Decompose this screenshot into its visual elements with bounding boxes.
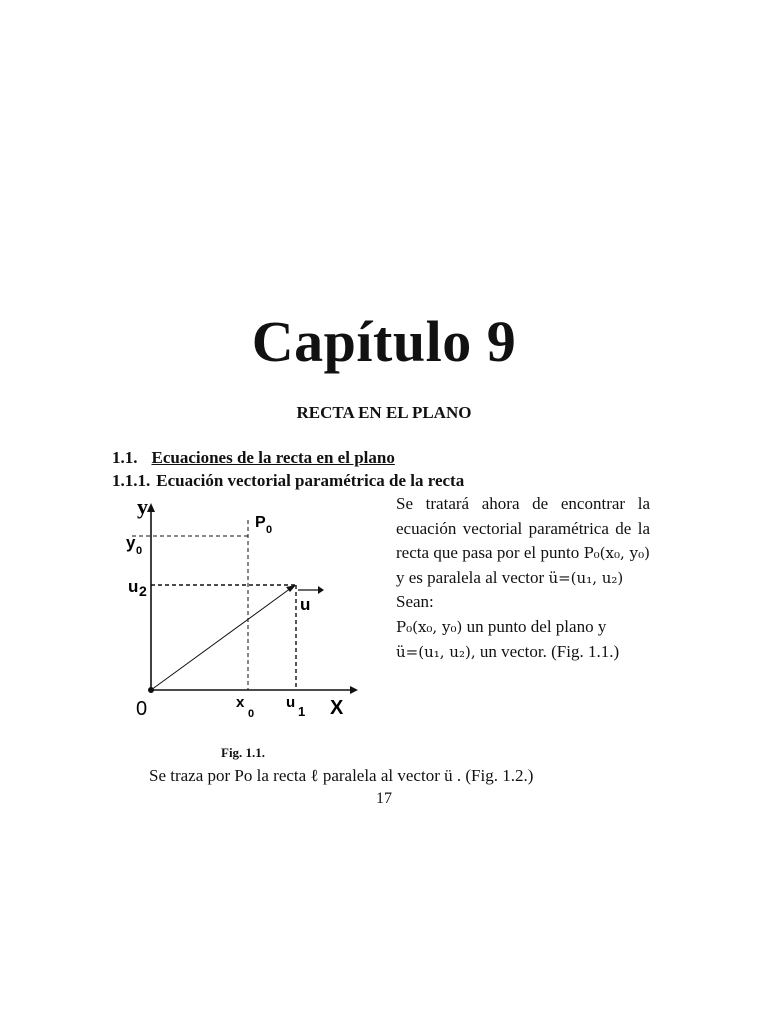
u-label-arrowhead	[318, 586, 324, 594]
u2-label-sub: 2	[139, 583, 147, 599]
u-vector-label: u	[300, 595, 311, 614]
vector-u: ü=(u₁, u₂)	[548, 568, 624, 587]
page-number: 17	[376, 790, 392, 807]
section-heading: RECTA EN EL PLANO	[296, 403, 472, 422]
u1-label-sub: 1	[298, 704, 306, 719]
subsection-number: 1.1.	[112, 448, 138, 467]
figure-caption: Fig. 1.1.	[221, 745, 266, 760]
u2-label: u	[128, 577, 139, 596]
x-axis-label: X	[330, 697, 344, 719]
subsection-heading-1-1	[112, 448, 395, 468]
y-axis-label: y	[137, 494, 148, 519]
subsubsection-title: Ecuación vectorial paramétrica de la recta	[156, 471, 465, 490]
origin-point	[148, 687, 154, 693]
intro-text	[396, 492, 650, 590]
item-1-text: un punto del plano y	[466, 616, 607, 636]
chapter-title: Capítulo 9	[251, 309, 517, 374]
y-axis-arrowhead	[147, 503, 155, 512]
item-1	[396, 615, 650, 640]
y0-label: y	[126, 533, 136, 552]
figure-1-1	[120, 494, 360, 724]
intro-line-1: Se tratará ahora de encontrar la ecuación vectorial paramétrica de la recta que pasa por el punto	[396, 494, 650, 563]
trace-sentence: Se traza por Po la recta ℓ paralela al vector ü . (Fig. 1.2.)	[149, 766, 534, 785]
intro-line-2: y es paralela al vector	[396, 567, 545, 587]
item-2-math: ü=(u₁, u₂),	[396, 642, 476, 661]
x-axis-arrowhead	[350, 686, 358, 694]
subsubsection-number: 1.1.1.	[112, 471, 151, 490]
sean-label: Sean:	[396, 592, 434, 612]
p0-label-sub: 0	[266, 524, 273, 536]
item-1-math: P₀(x₀, y₀)	[396, 617, 463, 636]
u1-label: u	[286, 694, 296, 711]
point-p0: P₀(x₀, y₀)	[583, 544, 650, 563]
x0-label: x	[236, 694, 245, 711]
origin-label: 0	[136, 698, 148, 720]
subsection-heading-1-1-1	[112, 471, 464, 491]
p0-label: P	[255, 514, 266, 531]
y0-label-sub: 0	[136, 545, 143, 557]
intro-paragraph	[396, 492, 650, 664]
vector-u-arrow	[151, 588, 291, 690]
item-2-text: un vector. (Fig. 1.1.)	[479, 641, 620, 661]
item-2	[396, 640, 650, 665]
x0-label-sub: 0	[248, 708, 255, 720]
subsection-title: Ecuaciones de la recta en el plano	[151, 448, 395, 467]
